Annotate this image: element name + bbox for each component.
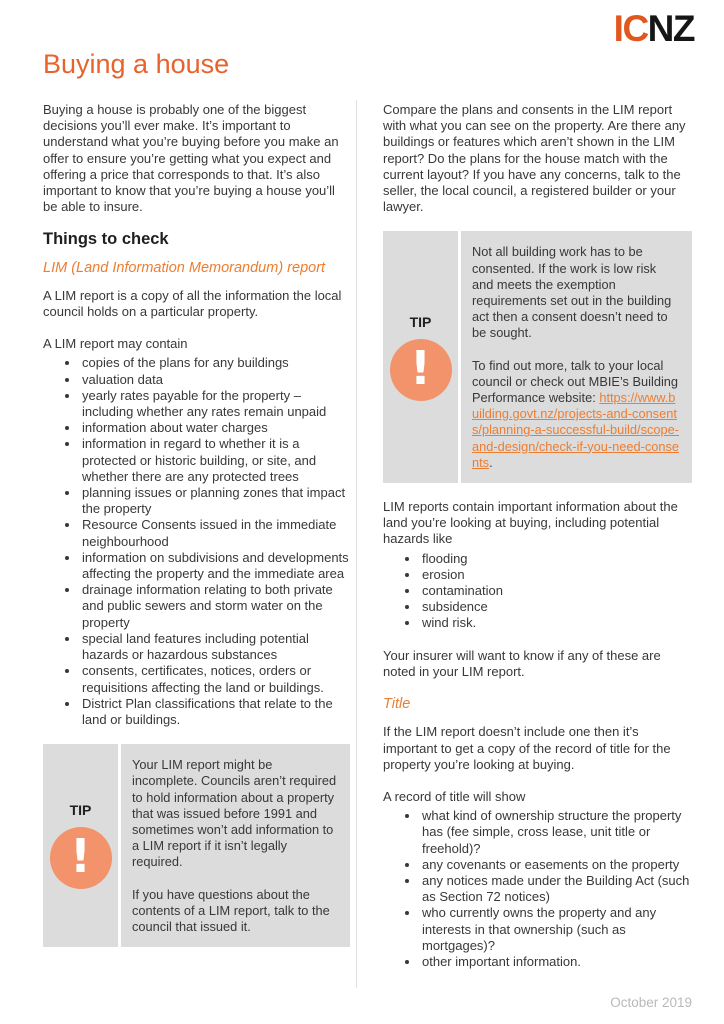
page-title: Buying a house — [43, 49, 230, 79]
things-to-check-heading: Things to check — [43, 230, 169, 249]
tip-paragraph: If you have questions about the contents of a LIM report, talk to the council that issued it. — [132, 886, 330, 934]
list-item: • contamination — [420, 583, 692, 599]
lim-intro-paragraph: A LIM report is a copy of all the information the local council holds on a particular property. — [43, 287, 342, 320]
exclamation-icon — [390, 339, 452, 401]
lim-list-lead: A LIM report may contain — [43, 336, 188, 352]
tip-text — [461, 231, 692, 483]
building-performance-link[interactable]: https://www.building.govt.nz/projects-and-consents/planning-a-successful-build/scope-and-design/check-if-you-need-consents — [472, 390, 679, 470]
list-item: • wind risk. — [420, 615, 692, 631]
tip-link-intro: To find out more, talk to your local council or check out MBIE’s Building Performance website: — [472, 357, 679, 406]
footer-date: October 2019 — [610, 994, 692, 1010]
compare-paragraph: Compare the plans and consents in the LIM report with what you can see on the property. Are there any buildings or features which aren’t shown in the LIM report? Do the plans for the house match with the current layout? If you have any concerns, talk to the seller, the local council, a registered builder or your lawyer. — [383, 102, 686, 215]
left-column — [43, 102, 350, 986]
tip-paragraph: Not all building work has to be consented. If the work is low risk and meets the exemption requirements set out in the building act then a consent doesn’t need to be sought. — [472, 244, 672, 341]
list-item: • valuation data — [80, 372, 350, 388]
intro-paragraph: Buying a house is probably one of the biggest decisions you’ll ever make. It’s important to understand what you’re buying before you make an offer to ensure you’re getting what you expect and offering a price that corresponds to that. It’s also important to know that you’re buying a house you’ll be able to insure. — [43, 102, 339, 215]
title-heading: Title — [383, 696, 411, 713]
list-item: • yearly rates payable for the property – including whether any rates remain unpaid — [80, 388, 350, 420]
tip-box-consents — [383, 231, 692, 483]
exclamation-icon — [50, 827, 112, 889]
list-item: • any notices made under the Building Act (such as Section 72 notices) — [420, 873, 692, 905]
insurer-paragraph: Your insurer will want to know if any of these are noted in your LIM report. — [383, 647, 661, 679]
list-item: • information on subdivisions and developments affecting the property and the immediate area — [80, 550, 350, 582]
tip-label: TIP — [69, 802, 92, 819]
tip-label: TIP — [409, 313, 432, 330]
list-item: • flooding — [420, 551, 692, 567]
list-item: • special land features including potential hazards or hazardous substances — [80, 631, 350, 663]
logo-nz: NZ — [647, 8, 694, 49]
exclamation-glyph: ! — [70, 829, 91, 884]
list-item: • copies of the plans for any buildings — [80, 355, 350, 371]
icnz-logo — [614, 10, 694, 47]
tip-paragraph — [472, 358, 680, 471]
logo-ic: IC — [613, 8, 648, 49]
list-item: • who currently owns the property and any interests in that ownership (such as mortgages)? — [420, 905, 692, 954]
list-item: • information in regard to whether it is a protected or historic building, or site, and whether there are any protected trees — [80, 436, 350, 485]
tip-box-lim — [43, 744, 350, 947]
list-item: • District Plan classifications that relate to the land or buildings. — [80, 696, 350, 728]
list-item: • drainage information relating to both private and public sewers and storm water on the property — [80, 582, 350, 631]
list-item: • erosion — [420, 567, 692, 583]
hazards-list — [383, 551, 692, 632]
record-list-lead: A record of title will show — [383, 788, 526, 804]
list-item: • subsidence — [420, 599, 692, 615]
list-item: • other important information. — [420, 954, 692, 970]
list-item: • information about water charges — [80, 420, 350, 436]
list-item: • Resource Consents issued in the immediate neighbourhood — [80, 517, 350, 549]
list-item: • what kind of ownership structure the property has (fee simple, cross lease, unit title or freehold)? — [420, 808, 692, 857]
list-item: • consents, certificates, notices, orders or requisitions affecting the land or buildings. — [80, 663, 350, 695]
exclamation-glyph: ! — [410, 340, 431, 395]
list-item: • planning issues or planning zones that impact the property — [80, 485, 350, 517]
title-paragraph: If the LIM report doesn’t include one then it’s important to get a copy of the record of title for the property you’re looking at buying. — [383, 724, 671, 772]
record-of-title-list — [383, 808, 692, 970]
list-item: • any covenants or easements on the property — [420, 857, 692, 873]
tip-text — [121, 744, 350, 947]
tip-side — [383, 231, 461, 483]
tip-paragraph: Your LIM report might be incomplete. Councils aren’t required to hold information about a property that was issued before 1991 and sometimes won’t add information to a LIM report if it isn’t legally required. — [132, 757, 337, 870]
lim-reports-paragraph: LIM reports contain important information about the land you’re looking at buying, including potential hazards like — [383, 499, 678, 547]
tip-side — [43, 744, 121, 947]
lim-contents-list — [43, 355, 350, 728]
right-column — [383, 102, 692, 986]
content-columns — [43, 102, 692, 986]
lim-report-heading: LIM (Land Information Memorandum) report — [43, 259, 326, 276]
link-suffix: . — [489, 454, 493, 470]
